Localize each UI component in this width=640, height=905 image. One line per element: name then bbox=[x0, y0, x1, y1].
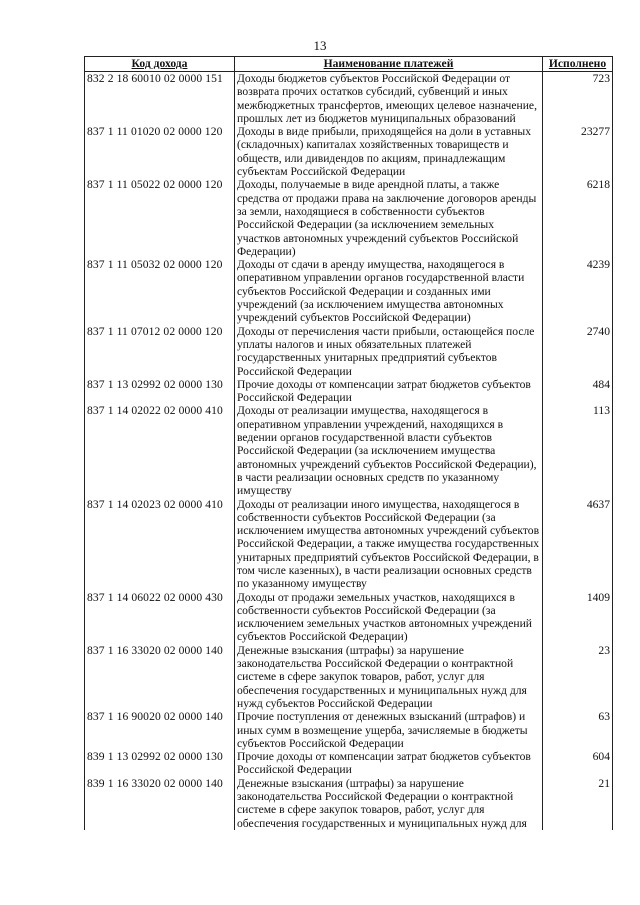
payment-name-cell: Прочие поступления от денежных взысканий (штрафов) и иных сумм в возмещение ущерба, зачисляемые в бюджеты субъектов Российской Федерации bbox=[235, 710, 543, 750]
table-header-row bbox=[85, 57, 613, 72]
executed-amount-cell: 23 bbox=[543, 644, 613, 710]
table-row bbox=[85, 178, 613, 258]
payment-name-cell: Денежные взыскания (штрафы) за нарушение законодательства Российской Федерации о контрактной системе в сфере закупок товаров, работ, услуг для обеспечения государственных и муниципальных нужд для bbox=[235, 777, 543, 830]
executed-amount-cell: 23277 bbox=[543, 125, 613, 178]
column-header-name: Наименование платежей bbox=[235, 57, 543, 72]
table-row bbox=[85, 498, 613, 591]
table-row bbox=[85, 591, 613, 644]
income-code-cell: 837 1 11 01020 02 0000 120 bbox=[85, 125, 235, 178]
income-code-cell: 837 1 11 05022 02 0000 120 bbox=[85, 178, 235, 258]
table-row bbox=[85, 125, 613, 178]
revenue-table bbox=[84, 56, 613, 830]
income-code-cell: 837 1 13 02992 02 0000 130 bbox=[85, 378, 235, 405]
payment-name-cell: Доходы от сдачи в аренду имущества, находящегося в оперативном управлении органов государственной власти субъектов Российской Федерации и созданных ими учреждений (за исключением имущества автономных учреждений субъектов Российской Федерации) bbox=[235, 258, 543, 324]
executed-amount-cell: 63 bbox=[543, 710, 613, 750]
payment-name-cell: Доходы от реализации иного имущества, находящегося в собственности субъектов Российской Федерации (за исключением имущества автономных учреждений субъектов Российской Федерации, а также имущества государственных унитарных предприятий субъектов Российской Федерации, в том числе казенных), в части реализации основных средств по указанному имуществу bbox=[235, 498, 543, 591]
column-header-amount: Исполнено bbox=[543, 57, 613, 72]
payment-name-cell: Доходы бюджетов субъектов Российской Федерации от возврата прочих остатков субсидий, субвенций и иных межбюджетных трансфертов, имеющих целевое назначение, прошлых лет из бюджетов муниципальных образований bbox=[235, 72, 543, 126]
page-number: 13 bbox=[313, 38, 327, 53]
table-row bbox=[85, 644, 613, 710]
payment-name-cell: Доходы в виде прибыли, приходящейся на доли в уставных (складочных) капиталах хозяйственных товариществ и обществ, или дивидендов по акциям, принадлежащим субъектам Российской Федерации bbox=[235, 125, 543, 178]
table-row bbox=[85, 258, 613, 324]
payment-name-cell: Доходы, получаемые в виде арендной платы, а также средства от продажи права на заключение договоров аренды за земли, находящиеся в собственности субъектов Российской Федерации (за исключением земельных участков автономных учреждений субъектов Российской Федерации) bbox=[235, 178, 543, 258]
income-code-cell: 837 1 16 33020 02 0000 140 bbox=[85, 644, 235, 710]
executed-amount-cell: 1409 bbox=[543, 591, 613, 644]
payment-name-cell: Доходы от перечисления части прибыли, остающейся после уплаты налогов и иных обязательных платежей государственных унитарных предприятий субъектов Российской Федерации bbox=[235, 325, 543, 378]
executed-amount-cell: 604 bbox=[543, 750, 613, 777]
executed-amount-cell: 6218 bbox=[543, 178, 613, 258]
table-row bbox=[85, 72, 613, 126]
table-row bbox=[85, 777, 613, 830]
executed-amount-cell: 4637 bbox=[543, 498, 613, 591]
income-code-cell: 837 1 14 06022 02 0000 430 bbox=[85, 591, 235, 644]
payment-name-cell: Прочие доходы от компенсации затрат бюджетов субъектов Российской Федерации bbox=[235, 378, 543, 405]
table-row bbox=[85, 378, 613, 405]
income-code-cell: 837 1 16 90020 02 0000 140 bbox=[85, 710, 235, 750]
payment-name-cell: Прочие доходы от компенсации затрат бюджетов субъектов Российской Федерации bbox=[235, 750, 543, 777]
executed-amount-cell: 113 bbox=[543, 404, 613, 497]
payment-name-cell: Денежные взыскания (штрафы) за нарушение законодательства Российской Федерации о контрактной системе в сфере закупок товаров, работ, услуг для обеспечения государственных и муниципальных нужд для нужд субъектов Российской Федерации bbox=[235, 644, 543, 710]
payment-name-cell: Доходы от реализации имущества, находящегося в оперативном управлении учреждений, находящихся в ведении органов государственной власти субъектов Российской Федерации (за исключением имущества автономных учреждений субъектов Российской Федерации), в части реализации основных средств по указанному имуществу bbox=[235, 404, 543, 497]
executed-amount-cell: 484 bbox=[543, 378, 613, 405]
executed-amount-cell: 723 bbox=[543, 72, 613, 126]
executed-amount-cell: 21 bbox=[543, 777, 613, 830]
table-row bbox=[85, 710, 613, 750]
income-code-cell: 837 1 14 02022 02 0000 410 bbox=[85, 404, 235, 497]
income-code-cell: 837 1 11 05032 02 0000 120 bbox=[85, 258, 235, 324]
column-header-code: Код дохода bbox=[85, 57, 235, 72]
executed-amount-cell: 4239 bbox=[543, 258, 613, 324]
income-code-cell: 832 2 18 60010 02 0000 151 bbox=[85, 72, 235, 126]
income-code-cell: 839 1 16 33020 02 0000 140 bbox=[85, 777, 235, 830]
payment-name-cell: Доходы от продажи земельных участков, находящихся в собственности субъектов Российской Федерации (за исключением земельных участков автономных учреждений субъектов Российской Федерации) bbox=[235, 591, 543, 644]
table-row bbox=[85, 325, 613, 378]
table-row bbox=[85, 404, 613, 497]
table-row bbox=[85, 750, 613, 777]
income-code-cell: 839 1 13 02992 02 0000 130 bbox=[85, 750, 235, 777]
income-code-cell: 837 1 11 07012 02 0000 120 bbox=[85, 325, 235, 378]
executed-amount-cell: 2740 bbox=[543, 325, 613, 378]
income-code-cell: 837 1 14 02023 02 0000 410 bbox=[85, 498, 235, 591]
